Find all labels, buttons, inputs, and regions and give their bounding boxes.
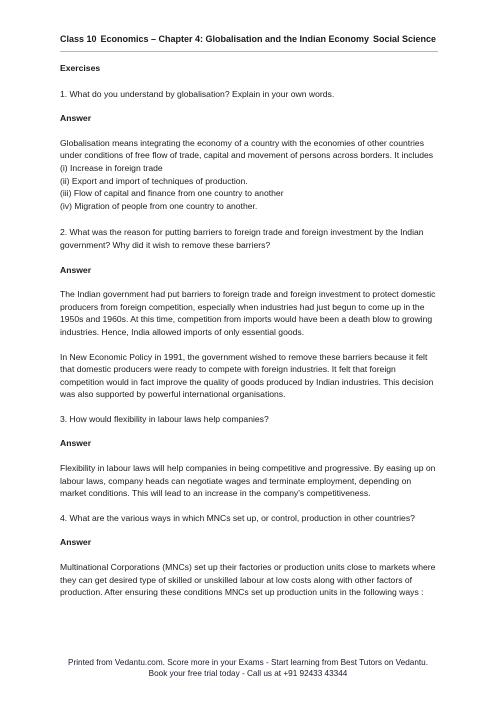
chapter-title: Economics – Chapter 4: Globalisation and the Indian Economy <box>100 34 370 44</box>
answer-1-item: (i) Increase in foreign trade <box>60 162 163 173</box>
question-3: 3. How would flexibility in labour laws help companies? <box>60 413 269 424</box>
answer-3-paragraph-1: Flexibility in labour laws will help companies in being competitive and progressive. By easing up on labour laws, company heads can negotiate wages and terminate employment, depending on market conditions. This will lead to an increase in the company's competitiveness. <box>60 463 436 499</box>
answer-1-item: (iii) Flow of capital and finance from one country to another <box>60 188 284 199</box>
answer-1-item: (ii) Export and import of techniques of production. <box>60 175 248 186</box>
question-1: 1. What do you understand by globalisation? Explain in your own words. <box>60 88 335 99</box>
answer-1-intro: Globalisation means integrating the economy of a country with the economies of other countries under conditions of free flow of trade, capital and movement of persons across borders. It includes <box>60 137 434 161</box>
class-label: Class 10 <box>60 34 97 44</box>
footer-line-2: Book your free trial today - Call us at +91 92433 43344 <box>148 669 348 678</box>
document-body <box>60 62 438 611</box>
header-divider <box>60 51 438 52</box>
section-title: Exercises <box>60 63 101 73</box>
question-4: 4. What are the various ways in which MNCs set up, or control, production in other countries? <box>60 512 415 523</box>
answer-1-item: (iv) Migration of people from one country to another. <box>60 200 258 211</box>
answer-label-4: Answer <box>60 537 92 548</box>
answer-2-paragraph-1: The Indian government had put barriers to foreign trade and foreign investment to protect domestic producers from foreign competition, especially when industries had just begun to come up in the 1950s and 1960s. At this time, competition from imports would have been a death blow to growing industries. Hence, India allowed imports of only essential goods. <box>60 289 436 337</box>
answer-label-3: Answer <box>60 438 92 449</box>
answer-2-paragraph-2: In New Economic Policy in 1991, the government wished to remove these barriers because it felt that domestic producers were ready to compete with foreign industries. It felt that foreign competition would in fact improve the quality of goods produced by Indian industries. This decision was also supported by powerful international organisations. <box>60 351 434 400</box>
answer-label-1: Answer <box>60 113 92 124</box>
subject-label: Social Science <box>372 34 436 44</box>
footer-line-1: Printed from Vedantu.com. Score more in your Exams - Start learning from Best Tutors on Vedantu. <box>68 658 428 667</box>
answer-label-2: Answer <box>60 264 92 275</box>
answer-4-paragraph-1: Multinational Corporations (MNCs) set up their factories or production units close to markets where they can get desired type of skilled or unskilled labour at low costs along with other factors of production. After ensuring these conditions MNCs set up production units in the following ways : <box>60 562 436 598</box>
page-footer <box>0 657 496 679</box>
page-header <box>60 30 436 48</box>
answer-1 <box>60 137 438 213</box>
question-2: 2. What was the reason for putting barriers to foreign trade and foreign investment by the Indian government? Why did it wish to remove these barriers? <box>60 227 424 250</box>
